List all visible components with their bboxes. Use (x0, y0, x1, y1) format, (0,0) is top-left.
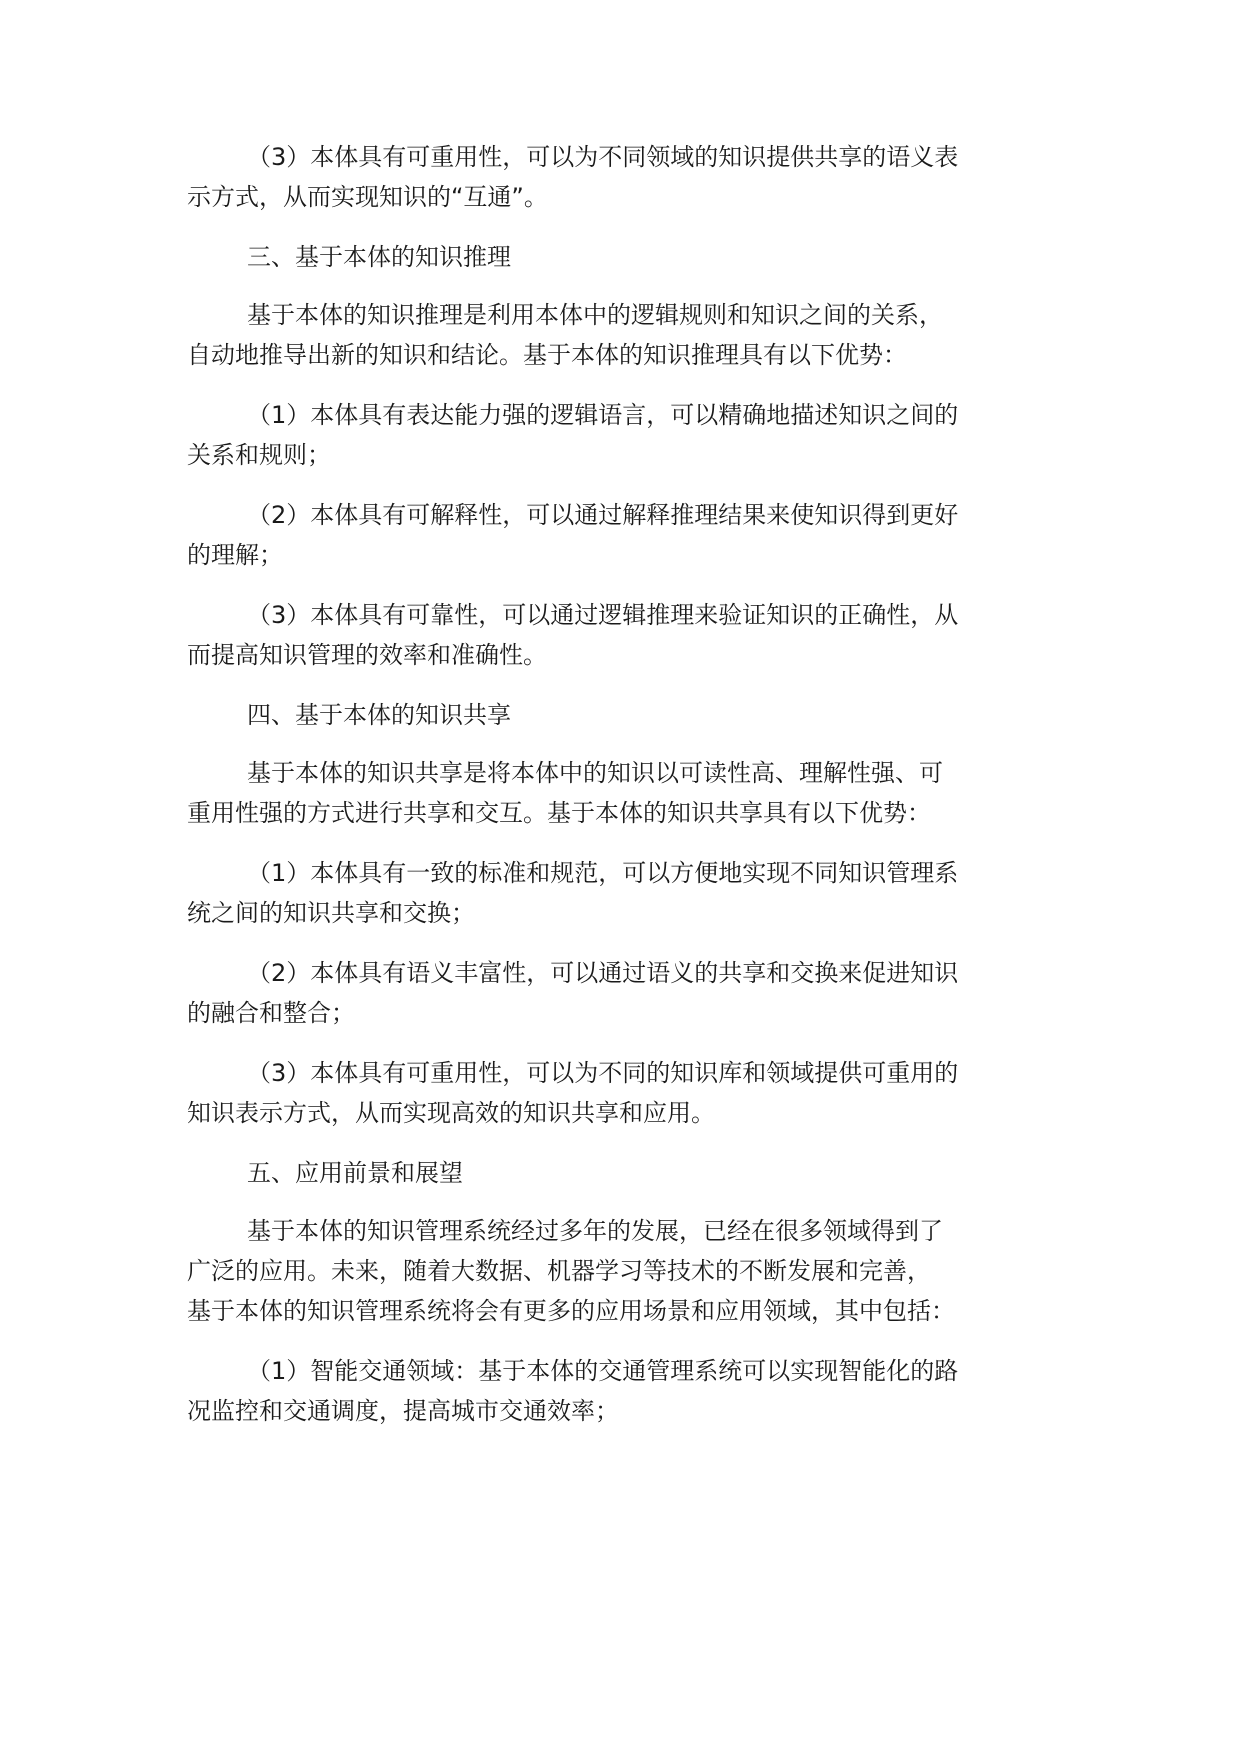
text-line: （1）智能交通领域：基于本体的交通管理系统可以实现智能化的路 (247, 1357, 959, 1385)
text-line: （3）本体具有可重用性，可以为不同的知识库和领域提供可重用的 (247, 1059, 959, 1087)
text-line: 的融合和整合； (187, 999, 355, 1027)
paragraph-sharing-point-2 (187, 953, 1087, 1033)
text-line: 基于本体的知识共享是将本体中的知识以可读性高、理解性强、可 (247, 759, 943, 787)
text-line: 基于本体的知识管理系统将会有更多的应用场景和应用领域，其中包括： (187, 1297, 955, 1325)
text-line: （1）本体具有一致的标准和规范，可以方便地实现不同知识管理系 (247, 859, 959, 887)
paragraph-reasoning-point-1 (187, 395, 1087, 475)
section-heading-4 (187, 695, 1087, 735)
text-line: 基于本体的知识管理系统经过多年的发展，已经在很多领域得到了 (247, 1217, 943, 1245)
section-heading-3 (187, 237, 1087, 277)
text-line: （1）本体具有表达能力强的逻辑语言，可以精确地描述知识之间的 (247, 401, 959, 429)
text-line: （2）本体具有语义丰富性，可以通过语义的共享和交换来促进知识 (247, 959, 959, 987)
text-line: 统之间的知识共享和交换； (187, 899, 475, 927)
text-line: （3）本体具有可重用性，可以为不同领域的知识提供共享的语义表 (247, 143, 959, 171)
text-line: 广泛的应用。未来，随着大数据、机器学习等技术的不断发展和完善， (187, 1257, 931, 1285)
text-line: 示方式，从而实现知识的“互通”。 (187, 183, 548, 211)
heading-text: 五、应用前景和展望 (247, 1159, 463, 1187)
text-line: 况监控和交通调度，提高城市交通效率； (187, 1397, 619, 1425)
text-line: 自动地推导出新的知识和结论。基于本体的知识推理具有以下优势： (187, 341, 907, 369)
paragraph-sharing-point-1 (187, 853, 1087, 933)
text-line: （2）本体具有可解释性，可以通过解释推理结果来使知识得到更好 (247, 501, 959, 529)
text-line: 关系和规则； (187, 441, 331, 469)
text-line: 重用性强的方式进行共享和交互。基于本体的知识共享具有以下优势： (187, 799, 931, 827)
paragraph-reasoning-point-3 (187, 595, 1087, 675)
section-heading-5 (187, 1153, 1087, 1193)
heading-text: 三、基于本体的知识推理 (247, 243, 511, 271)
paragraph-ontology-reusability-1 (187, 137, 1087, 217)
paragraph-prospects-point-1 (187, 1351, 1087, 1431)
paragraph-prospects-intro (187, 1211, 1087, 1331)
text-line: 基于本体的知识推理是利用本体中的逻辑规则和知识之间的关系， (247, 301, 943, 329)
paragraph-sharing-intro (187, 753, 1087, 833)
text-line: 知识表示方式，从而实现高效的知识共享和应用。 (187, 1099, 715, 1127)
heading-text: 四、基于本体的知识共享 (247, 701, 511, 729)
paragraph-sharing-point-3 (187, 1053, 1087, 1133)
text-line: （3）本体具有可靠性，可以通过逻辑推理来验证知识的正确性，从 (247, 601, 959, 629)
paragraph-reasoning-intro (187, 295, 1087, 375)
text-line: 的理解； (187, 541, 283, 569)
text-line: 而提高知识管理的效率和准确性。 (187, 641, 547, 669)
paragraph-reasoning-point-2 (187, 495, 1087, 575)
